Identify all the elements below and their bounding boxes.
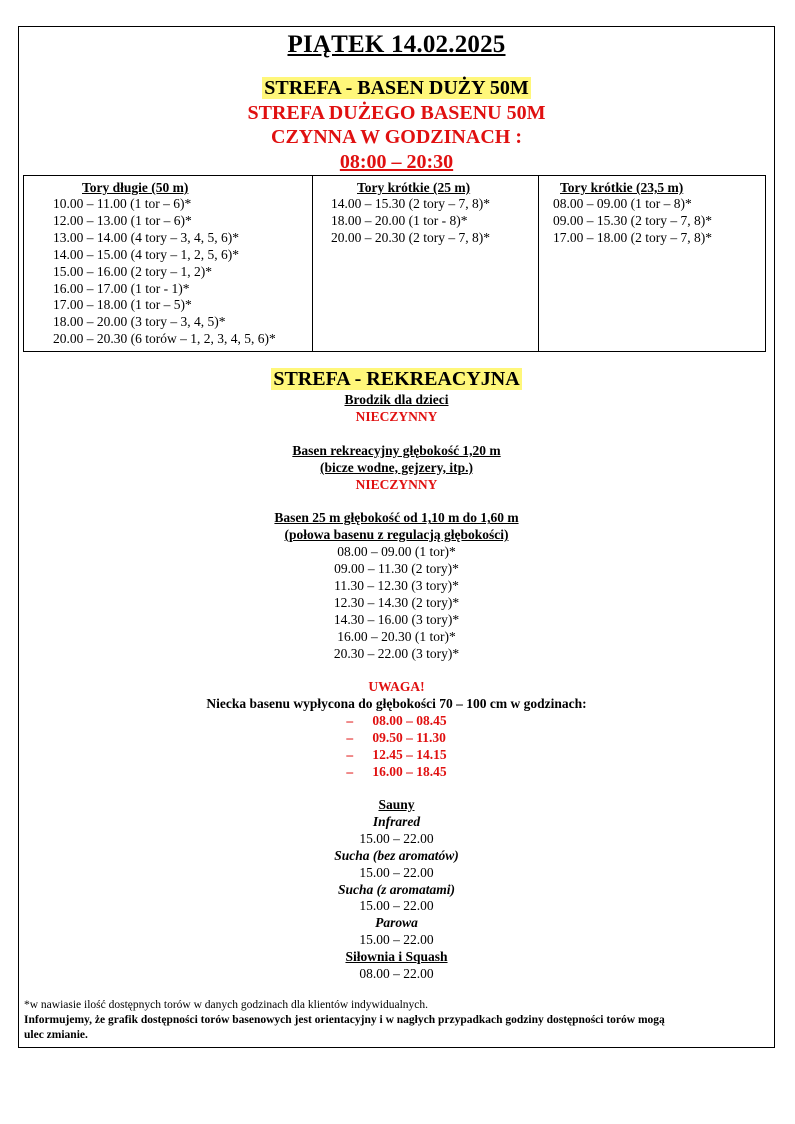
rec-pool-status: NIECZYNNY: [355, 476, 438, 492]
zone-title-big-pool: [19, 77, 774, 100]
warning-hours-row: [346, 764, 446, 781]
zone-open-label: CZYNNA W GODZINACH :: [271, 126, 522, 148]
pool25-row: 14.30 – 16.00 (3 tory)*: [333, 611, 460, 627]
lane-row: 16.00 – 17.00 (1 tor - 1)*: [53, 280, 190, 296]
recreation-section: [19, 392, 774, 781]
warning-hours-list: [346, 713, 446, 781]
warning-hours-row: [346, 713, 446, 730]
kids-pool-title: Brodzik dla dzieci: [344, 392, 449, 407]
rec-pool-subtitle: (bicze wodne, gejzery, itp.): [320, 459, 473, 475]
lane-row: 14.00 – 15.00 (4 tory – 1, 2, 5, 6)*: [53, 246, 239, 262]
pool25-row: 20.30 – 22.00 (3 tory)*: [333, 645, 460, 661]
lane-row: 17.00 – 18.00 (1 tor – 5)*: [53, 297, 192, 313]
footer-note: *w nawiasie ilość dostępnych torów w danych godzinach dla klientów indywidualnych.: [24, 999, 429, 1011]
warning-dash: –: [346, 746, 354, 762]
zone-open-hours: 08:00 – 20:30: [339, 151, 454, 173]
warning-title: UWAGA!: [368, 679, 425, 695]
footer-info-line1: Informujemy, że grafik dostępności torów basenowych jest orientacyjny i w nagłych przypadkach godziny dostępności torów mogą: [24, 1014, 665, 1026]
sauna-name: Sucha (bez aromatów): [334, 847, 459, 863]
lane-row: 20.00 – 20.30 (6 torów – 1, 2, 3, 4, 5, 6)*: [53, 331, 276, 347]
pool25-title: Basen 25 m głębokość od 1,10 m do 1,60 m: [274, 510, 519, 526]
lanes-column-short-23-5: [539, 176, 765, 351]
zone-title-big-pool-text: STREFA - BASEN DUŻY 50M: [264, 77, 529, 99]
lanes-table: [23, 175, 766, 352]
lane-row: 14.00 – 15.30 (2 tory – 7, 8)*: [331, 196, 490, 211]
lane-row: 10.00 – 11.00 (1 tor – 6)*: [53, 196, 192, 211]
pool25-row: 11.30 – 12.30 (3 tory)*: [334, 577, 459, 593]
lane-row: 18.00 – 20.00 (1 tor - 8)*: [331, 212, 468, 228]
sauna-hours: 15.00 – 22.00: [359, 864, 434, 880]
lanes-column-header: Tory długie (50 m): [82, 180, 189, 195]
pool25-row: 08.00 – 09.00 (1 tor)*: [337, 544, 456, 560]
zone-title-recreation: [19, 368, 774, 391]
lane-row: 18.00 – 20.00 (3 tory – 3, 4, 5)*: [53, 314, 226, 330]
page-title: PIĄTEK 14.02.2025: [287, 31, 506, 58]
lanes-column-header: Tory krótkie (25 m): [357, 180, 471, 195]
pool25-subtitle: (połowa basenu z regulacją głębokości): [284, 527, 509, 543]
gym-hours: 08.00 – 22.00: [359, 966, 434, 982]
warning-dash: –: [346, 763, 354, 779]
warning-dash: –: [346, 730, 354, 746]
lane-row: 13.00 – 14.00 (4 tory – 3, 4, 5, 6)*: [53, 229, 239, 245]
warning-hours: 09.50 – 11.30: [372, 730, 446, 746]
pool25-row: 09.00 – 11.30 (2 tory)*: [334, 561, 459, 577]
warning-hours-row: [346, 747, 446, 764]
warning-hours-row: [346, 730, 446, 747]
sauna-name: Infrared: [372, 813, 421, 829]
zone-subtitle: STREFA DUŻEGO BASENU 50M: [247, 102, 546, 124]
rec-pool-title: Basen rekreacyjny głębokość 1,20 m: [292, 442, 501, 458]
sauna-name: Sucha (z aromatami): [337, 881, 456, 897]
pool25-row: 12.30 – 14.30 (2 tory)*: [333, 594, 460, 610]
saunas-section: [19, 797, 774, 983]
kids-pool-status: NIECZYNNY: [355, 408, 438, 424]
warning-hours: 08.00 – 08.45: [372, 713, 447, 729]
warning-dash: –: [346, 713, 354, 729]
lane-row: 17.00 – 18.00 (2 tory – 7, 8)*: [553, 229, 712, 245]
sauna-hours: 15.00 – 22.00: [359, 898, 434, 914]
lane-row: 12.00 – 13.00 (1 tor – 6)*: [53, 212, 192, 228]
sauna-hours: 15.00 – 22.00: [359, 932, 434, 948]
lane-row: 15.00 – 16.00 (2 tory – 1, 2)*: [53, 263, 212, 279]
lanes-column-long: [24, 176, 313, 351]
sauna-hours: 15.00 – 22.00: [359, 830, 434, 846]
lanes-column-header: Tory krótkie (23,5 m): [560, 180, 684, 195]
warning-text: Niecka basenu wypłycona do głębokości 70 – 100 cm w godzinach:: [206, 696, 587, 712]
zone-title-recreation-text: STREFA - REKREACYJNA: [273, 368, 520, 390]
warning-hours: 16.00 – 18.45: [372, 763, 447, 779]
footer: [24, 998, 665, 1043]
lanes-column-short-25: [313, 176, 539, 351]
gym-title: Siłownia i Squash: [345, 949, 448, 965]
sauna-name: Parowa: [375, 915, 418, 931]
lane-row: 20.00 – 20.30 (2 tory – 7, 8)*: [331, 229, 490, 245]
lane-row: 08.00 – 09.00 (1 tor – 8)*: [553, 196, 692, 211]
saunas-title: Sauny: [378, 797, 415, 812]
lane-row: 09.00 – 15.30 (2 tory – 7, 8)*: [553, 212, 712, 228]
footer-info-line2: ulec zmianie.: [24, 1029, 88, 1041]
schedule-frame: [18, 26, 775, 1048]
pool25-row: 16.00 – 20.30 (1 tor)*: [337, 628, 456, 644]
warning-hours: 12.45 – 14.15: [372, 746, 447, 762]
